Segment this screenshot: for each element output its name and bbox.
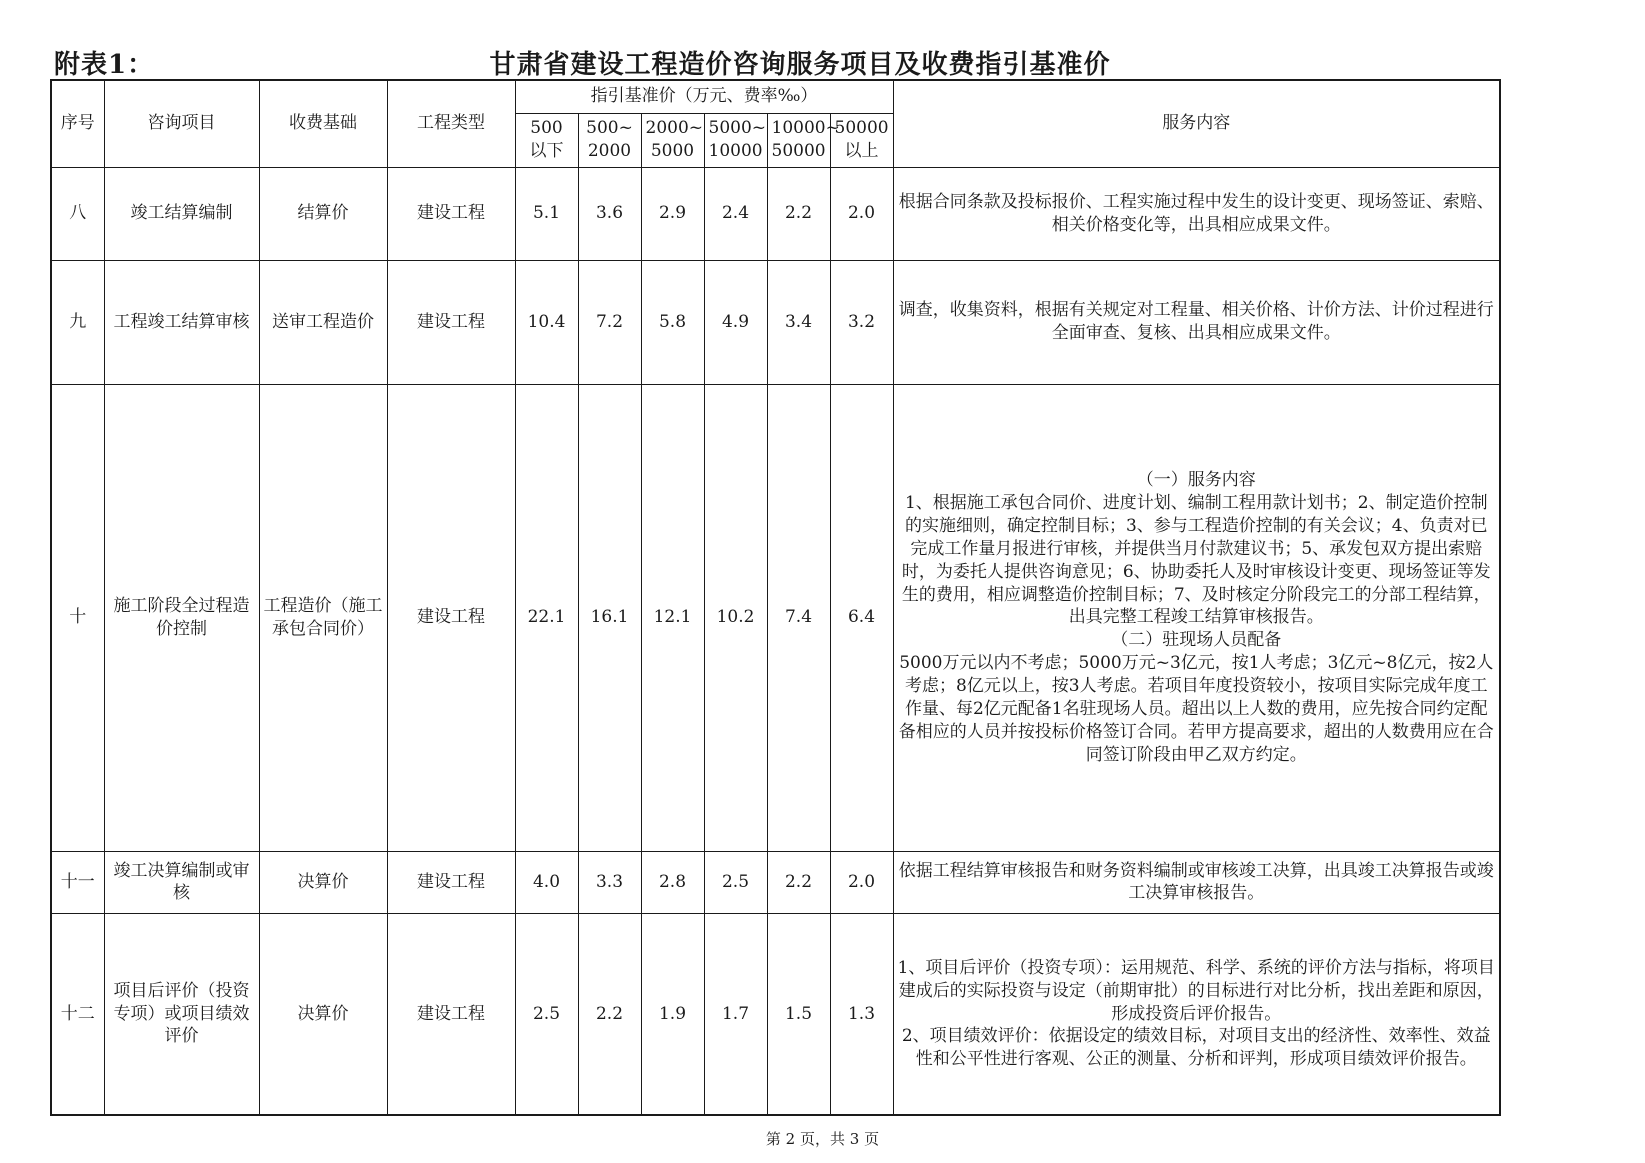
rate-cell: 1.3 [830, 914, 893, 1115]
rate-cell: 4.9 [704, 260, 767, 384]
service-line: 5000万元以内不考虑；5000万元~3亿元，按1人考虑；3亿元~8亿元，按2人考虑；8亿元以上，按3人考虑。若项目年度投资较小，按项目实际完成年度工作量、每2亿元配备1名驻现场人员。超出以上人数的费用，应先按合同约定配备相应的人员并按投标价格签订合同。若甲方提高要求，超出的人数费用应在合同签订阶段由甲乙双方约定。 [898, 653, 1494, 766]
rate-cell: 2.0 [830, 167, 893, 260]
header-no: 序号 [51, 80, 104, 167]
rate-cell: 2.5 [515, 914, 578, 1115]
rate-cell: 3.3 [578, 851, 641, 913]
rate-cell: 22.1 [515, 384, 578, 851]
range-top: 10000~ [771, 118, 840, 139]
rate-cell: 1.7 [704, 914, 767, 1115]
service-line: 2、项目绩效评价：依据设定的绩效目标，对项目支出的经济性、效率性、效益性和公平性进行客观、公正的测量、分析和评判，形成项目绩效评价报告。 [901, 1026, 1491, 1070]
rate-cell: 3.2 [830, 260, 893, 384]
table-row [51, 384, 1500, 851]
row-basis: 决算价 [259, 851, 387, 913]
rate-cell: 2.4 [704, 167, 767, 260]
row-item: 施工阶段全过程造价控制 [104, 384, 259, 851]
range-bottom: 以下 [529, 141, 564, 161]
row-type: 建设工程 [387, 384, 515, 851]
rate-cell: 2.9 [641, 167, 704, 260]
row-item: 竣工决算编制或审核 [104, 851, 259, 913]
rate-cell: 10.4 [515, 260, 578, 384]
service-content [893, 851, 1500, 913]
service-line: 依据工程结算审核报告和财务资料编制或审核竣工决算，出具竣工决算报告或竣工决算审核报告。 [898, 860, 1494, 904]
service-line: 调查，收集资料，根据有关规定对工程量、相关价格、计价方法、计价过程进行全面审查、复核、出具相应成果文件。 [898, 300, 1494, 344]
rate-cell: 10.2 [704, 384, 767, 851]
row-no: 九 [51, 260, 104, 384]
rate-cell: 2.5 [704, 851, 767, 913]
row-type: 建设工程 [387, 167, 515, 260]
range-top: 50000 [834, 118, 889, 139]
service-line: 根据合同条款及投标报价、工程实施过程中发生的设计变更、现场签证、索赔、相关价格变化等，出具相应成果文件。 [898, 191, 1494, 235]
header-range-3 [641, 113, 704, 167]
rate-cell: 5.1 [515, 167, 578, 260]
rate-cell: 16.1 [578, 384, 641, 851]
rate-cell: 3.6 [578, 167, 641, 260]
row-type: 建设工程 [387, 260, 515, 384]
page-number: 第 2 页，共 3 页 [765, 1130, 880, 1148]
table-row [51, 260, 1500, 384]
service-line: 1、根据施工承包合同价、进度计划、编制工程用款计划书；2、制定造价控制的实施细则，确定控制目标；3、参与工程造价控制的有关会议；4、负责对已完成工作量月报进行审核，并提供当月付款建议书；5、承发包双方提出索赔时，为委托人提供咨询意见；6、协助委托人及时审核设计变更、现场签证等发生的费用，相应调整造价控制目标；7、及时核定分阶段完工的分部工程结算，出具完整工程竣工结算审核报告。 [901, 492, 1491, 628]
row-type: 建设工程 [387, 914, 515, 1115]
header-range-2 [578, 113, 641, 167]
header-range-4 [704, 113, 767, 167]
row-no: 八 [51, 167, 104, 260]
row-item: 工程竣工结算审核 [104, 260, 259, 384]
service-content [893, 384, 1500, 851]
range-bottom: 2000 [587, 141, 632, 161]
header-range-1 [515, 113, 578, 167]
fee-table [50, 79, 1501, 1116]
row-no: 十一 [51, 851, 104, 913]
row-no: 十 [51, 384, 104, 851]
table-row [51, 167, 1500, 260]
attachment-label: 附表1： [54, 50, 155, 80]
range-top: 500~ [586, 118, 633, 139]
range-top: 2000~ [645, 118, 704, 139]
service-content [893, 914, 1500, 1115]
service-line: （二）驻现场人员配备 [1111, 630, 1282, 651]
range-bottom: 50000 [771, 141, 826, 161]
range-top: 500 [530, 118, 563, 139]
rate-cell: 7.2 [578, 260, 641, 384]
service-line: （一）服务内容 [1136, 469, 1256, 490]
header-price-group: 指引基准价（万元、费率‰） [515, 80, 893, 113]
rate-cell: 6.4 [830, 384, 893, 851]
table-row [51, 914, 1500, 1115]
row-no: 十二 [51, 914, 104, 1115]
rate-cell: 1.5 [767, 914, 830, 1115]
range-bottom: 以上 [844, 141, 879, 161]
rate-cell: 5.8 [641, 260, 704, 384]
row-basis: 工程造价（施工承包合同价） [259, 384, 387, 851]
rate-cell: 2.0 [830, 851, 893, 913]
row-item: 竣工结算编制 [104, 167, 259, 260]
rate-cell: 7.4 [767, 384, 830, 851]
row-basis: 决算价 [259, 914, 387, 1115]
header-service: 服务内容 [893, 80, 1500, 167]
service-line: 1、项目后评价（投资专项）：运用规范、科学、系统的评价方法与指标，将项目建成后的实际投资与设定（前期审批）的目标进行对比分析，找出差距和原因，形成投资后评价报告。 [897, 957, 1495, 1024]
service-content [893, 260, 1500, 384]
range-bottom: 10000 [708, 141, 763, 161]
rate-cell: 12.1 [641, 384, 704, 851]
rate-cell: 2.8 [641, 851, 704, 913]
row-type: 建设工程 [387, 851, 515, 913]
rate-cell: 3.4 [767, 260, 830, 384]
rate-cell: 2.2 [578, 914, 641, 1115]
rate-cell: 4.0 [515, 851, 578, 913]
rate-cell: 1.9 [641, 914, 704, 1115]
service-content [893, 167, 1500, 260]
rate-cell: 2.2 [767, 167, 830, 260]
document-title: 甘肃省建设工程造价咨询服务项目及收费指引基准价 [489, 50, 1111, 80]
rate-cell: 2.2 [767, 851, 830, 913]
range-top: 5000~ [708, 118, 767, 139]
row-item: 项目后评价（投资专项）或项目绩效评价 [104, 914, 259, 1115]
row-basis: 结算价 [259, 167, 387, 260]
header-range-6 [830, 113, 893, 167]
header-item: 咨询项目 [104, 80, 259, 167]
row-basis: 送审工程造价 [259, 260, 387, 384]
header-type: 工程类型 [387, 80, 515, 167]
header-range-5 [767, 113, 840, 167]
range-bottom: 5000 [650, 141, 695, 161]
header-basis: 收费基础 [259, 80, 387, 167]
table-row [51, 851, 1500, 913]
